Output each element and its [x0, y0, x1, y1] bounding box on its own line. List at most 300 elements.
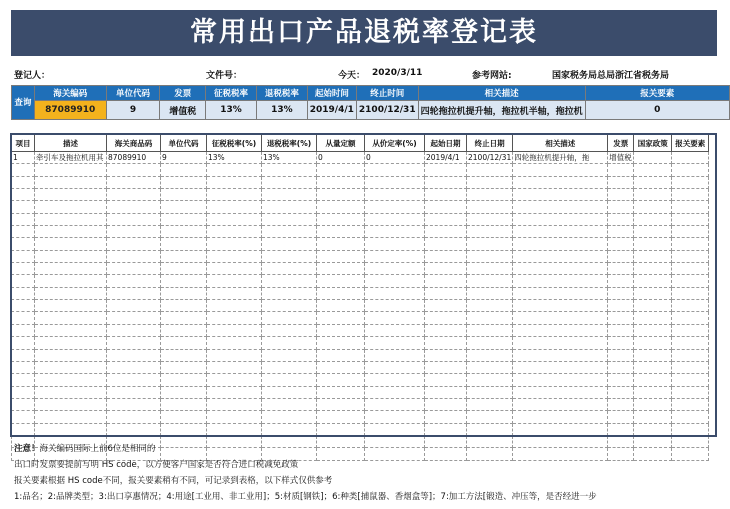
table-cell[interactable] [317, 423, 365, 435]
table-cell[interactable] [425, 213, 467, 225]
table-cell[interactable] [35, 287, 107, 299]
table-cell[interactable] [262, 312, 317, 324]
table-cell[interactable] [672, 374, 709, 386]
table-cell[interactable] [12, 349, 35, 361]
table-cell[interactable] [35, 275, 107, 287]
table-cell[interactable] [608, 398, 634, 410]
table-cell[interactable] [672, 398, 709, 410]
table-cell[interactable] [365, 275, 425, 287]
table-cell[interactable] [207, 238, 262, 250]
table-cell[interactable] [107, 300, 161, 312]
table-cell[interactable] [262, 238, 317, 250]
table-cell[interactable] [425, 176, 467, 188]
table-cell[interactable] [12, 189, 35, 201]
table-cell[interactable] [262, 250, 317, 262]
table-cell[interactable] [467, 226, 513, 238]
table-cell[interactable] [207, 176, 262, 188]
table-cell[interactable] [107, 189, 161, 201]
table-cell[interactable] [12, 287, 35, 299]
table-cell[interactable] [262, 423, 317, 435]
table-cell[interactable] [207, 337, 262, 349]
table-cell[interactable] [634, 250, 672, 262]
table-cell[interactable] [608, 238, 634, 250]
table-cell[interactable] [161, 386, 207, 398]
table-cell[interactable] [513, 361, 608, 373]
table-cell[interactable] [12, 201, 35, 213]
table-cell[interactable] [317, 250, 365, 262]
table-cell[interactable] [608, 176, 634, 188]
table-cell[interactable] [513, 287, 608, 299]
table-cell[interactable] [425, 337, 467, 349]
table-cell[interactable] [12, 238, 35, 250]
table-cell[interactable] [35, 349, 107, 361]
table-cell[interactable] [425, 374, 467, 386]
table-cell[interactable] [262, 411, 317, 423]
table-cell[interactable] [425, 312, 467, 324]
table-cell[interactable] [608, 300, 634, 312]
table-cell[interactable] [467, 164, 513, 176]
table-cell[interactable] [35, 213, 107, 225]
table-cell[interactable] [12, 423, 35, 435]
table-cell[interactable] [425, 349, 467, 361]
table-cell[interactable] [207, 398, 262, 410]
table-cell[interactable] [513, 374, 608, 386]
table-cell[interactable] [107, 226, 161, 238]
table-cell[interactable] [35, 250, 107, 262]
table-cell[interactable] [634, 287, 672, 299]
table-cell[interactable] [467, 361, 513, 373]
table-cell[interactable] [467, 398, 513, 410]
table-cell[interactable] [35, 226, 107, 238]
table-cell[interactable] [107, 250, 161, 262]
table-cell[interactable] [425, 411, 467, 423]
table-cell[interactable] [425, 238, 467, 250]
table-cell[interactable] [608, 337, 634, 349]
table-cell[interactable]: 牵引车及拖拉机用其 [35, 152, 107, 164]
table-cell[interactable] [608, 361, 634, 373]
table-cell[interactable] [317, 287, 365, 299]
table-cell[interactable] [365, 300, 425, 312]
table-cell[interactable] [634, 275, 672, 287]
table-cell[interactable] [608, 374, 634, 386]
table-cell[interactable] [35, 324, 107, 336]
table-cell[interactable] [467, 263, 513, 275]
table-cell[interactable] [35, 423, 107, 435]
table-cell[interactable] [35, 411, 107, 423]
table-cell[interactable] [35, 398, 107, 410]
table-cell[interactable] [161, 398, 207, 410]
table-cell[interactable] [262, 213, 317, 225]
table-cell[interactable] [425, 263, 467, 275]
table-cell[interactable] [672, 349, 709, 361]
table-cell[interactable] [608, 349, 634, 361]
table-cell[interactable] [634, 189, 672, 201]
table-cell[interactable] [672, 312, 709, 324]
table-cell[interactable] [365, 189, 425, 201]
table-cell[interactable] [672, 361, 709, 373]
table-cell[interactable] [467, 238, 513, 250]
table-cell[interactable] [513, 213, 608, 225]
table-cell[interactable] [35, 189, 107, 201]
table-cell[interactable] [634, 263, 672, 275]
table-cell[interactable] [608, 263, 634, 275]
table-cell[interactable] [513, 250, 608, 262]
table-cell[interactable] [634, 238, 672, 250]
table-cell[interactable] [107, 312, 161, 324]
table-cell[interactable] [672, 152, 709, 164]
table-cell[interactable] [161, 324, 207, 336]
table-cell[interactable] [262, 287, 317, 299]
table-cell[interactable] [161, 250, 207, 262]
table-cell[interactable] [12, 226, 35, 238]
table-cell[interactable] [262, 300, 317, 312]
table-cell[interactable] [513, 164, 608, 176]
table-cell[interactable] [107, 361, 161, 373]
table-cell[interactable] [107, 398, 161, 410]
table-cell[interactable] [608, 287, 634, 299]
table-cell[interactable] [467, 411, 513, 423]
table-cell[interactable] [672, 324, 709, 336]
table-cell[interactable] [513, 176, 608, 188]
table-cell[interactable] [365, 386, 425, 398]
table-cell[interactable] [161, 275, 207, 287]
table-cell[interactable] [161, 201, 207, 213]
table-cell[interactable] [672, 226, 709, 238]
table-cell[interactable] [207, 263, 262, 275]
table-cell[interactable] [107, 263, 161, 275]
table-cell[interactable] [35, 337, 107, 349]
table-cell[interactable] [35, 374, 107, 386]
table-cell[interactable] [672, 238, 709, 250]
table-cell[interactable] [608, 250, 634, 262]
table-cell[interactable] [634, 201, 672, 213]
table-cell[interactable] [672, 189, 709, 201]
table-cell[interactable] [207, 324, 262, 336]
table-cell[interactable] [425, 300, 467, 312]
table-cell[interactable] [35, 238, 107, 250]
table-cell[interactable] [672, 176, 709, 188]
table-cell[interactable] [12, 398, 35, 410]
table-cell[interactable] [365, 201, 425, 213]
table-cell[interactable] [317, 386, 365, 398]
table-cell[interactable] [207, 361, 262, 373]
table-cell[interactable] [262, 349, 317, 361]
table-cell[interactable] [12, 324, 35, 336]
table-cell[interactable] [161, 411, 207, 423]
table-cell[interactable] [608, 312, 634, 324]
table-cell[interactable] [425, 201, 467, 213]
table-cell[interactable] [317, 238, 365, 250]
table-cell[interactable]: 87089910 [107, 152, 161, 164]
table-cell[interactable] [161, 312, 207, 324]
table-cell[interactable] [365, 312, 425, 324]
table-cell[interactable] [608, 201, 634, 213]
table-cell[interactable] [513, 423, 608, 435]
table-cell[interactable] [317, 411, 365, 423]
table-cell[interactable] [12, 263, 35, 275]
table-cell[interactable]: 1 [12, 152, 35, 164]
table-cell[interactable] [317, 164, 365, 176]
table-cell[interactable] [513, 300, 608, 312]
table-cell[interactable]: 增值税 [609, 153, 632, 163]
table-cell[interactable] [634, 312, 672, 324]
table-cell[interactable] [365, 287, 425, 299]
table-cell[interactable] [35, 201, 107, 213]
table-cell[interactable] [634, 448, 672, 460]
table-cell[interactable] [262, 189, 317, 201]
table-cell[interactable] [672, 201, 709, 213]
table-cell[interactable] [12, 176, 35, 188]
table-cell[interactable] [467, 374, 513, 386]
table-cell[interactable] [35, 386, 107, 398]
table-cell[interactable] [467, 287, 513, 299]
table-cell[interactable] [317, 337, 365, 349]
table-cell[interactable] [12, 213, 35, 225]
table-cell[interactable] [107, 213, 161, 225]
table-cell[interactable] [672, 386, 709, 398]
table-cell[interactable] [317, 201, 365, 213]
table-cell[interactable] [207, 423, 262, 435]
table-cell[interactable] [513, 238, 608, 250]
table-cell[interactable] [634, 226, 672, 238]
table-cell[interactable]: 0 [365, 152, 425, 164]
hs-code-input[interactable]: 87089910 [34, 101, 106, 120]
table-cell[interactable] [672, 435, 709, 447]
table-cell[interactable] [365, 176, 425, 188]
table-cell[interactable] [262, 374, 317, 386]
table-cell[interactable] [634, 374, 672, 386]
table-cell[interactable] [107, 275, 161, 287]
table-cell[interactable] [262, 398, 317, 410]
table-cell[interactable] [12, 337, 35, 349]
table-cell[interactable] [107, 201, 161, 213]
table-cell[interactable] [608, 448, 634, 460]
table-cell[interactable] [467, 337, 513, 349]
table-cell[interactable] [207, 250, 262, 262]
table-cell[interactable] [513, 189, 608, 201]
table-cell[interactable] [12, 275, 35, 287]
table-cell[interactable]: 四轮拖拉机提升轴，拖 [513, 152, 608, 164]
table-cell[interactable] [365, 361, 425, 373]
table-cell[interactable] [672, 164, 709, 176]
table-cell[interactable] [207, 189, 262, 201]
table-cell[interactable] [207, 312, 262, 324]
table-cell[interactable] [513, 337, 608, 349]
table-cell[interactable] [365, 398, 425, 410]
table-cell[interactable] [35, 361, 107, 373]
table-cell[interactable] [207, 349, 262, 361]
table-cell[interactable] [317, 374, 365, 386]
table-cell[interactable] [634, 349, 672, 361]
table-cell[interactable] [262, 263, 317, 275]
table-cell[interactable] [365, 374, 425, 386]
table-cell[interactable] [634, 164, 672, 176]
table-cell[interactable] [161, 361, 207, 373]
table-cell[interactable] [365, 411, 425, 423]
table-cell[interactable] [207, 374, 262, 386]
table-cell[interactable] [608, 226, 634, 238]
table-cell[interactable] [634, 423, 672, 435]
table-cell[interactable] [35, 164, 107, 176]
table-cell[interactable] [262, 176, 317, 188]
table-cell[interactable] [608, 213, 634, 225]
table-cell[interactable] [35, 176, 107, 188]
table-cell[interactable] [634, 324, 672, 336]
table-cell[interactable] [161, 213, 207, 225]
table-cell[interactable] [262, 324, 317, 336]
table-cell[interactable] [12, 411, 35, 423]
table-cell[interactable] [12, 250, 35, 262]
table-cell[interactable] [608, 411, 634, 423]
table-cell[interactable] [161, 164, 207, 176]
table-cell[interactable] [672, 287, 709, 299]
table-cell[interactable] [207, 201, 262, 213]
table-cell[interactable] [317, 300, 365, 312]
table-cell[interactable] [672, 250, 709, 262]
table-cell[interactable] [513, 349, 608, 361]
table-cell[interactable] [672, 300, 709, 312]
table-cell[interactable] [107, 386, 161, 398]
table-cell[interactable] [608, 386, 634, 398]
table-cell[interactable] [365, 337, 425, 349]
table-cell[interactable] [672, 213, 709, 225]
table-cell[interactable] [634, 361, 672, 373]
table-cell[interactable] [107, 164, 161, 176]
table-cell[interactable] [365, 423, 425, 435]
table-cell[interactable] [207, 411, 262, 423]
table-cell[interactable] [161, 263, 207, 275]
table-cell[interactable] [317, 398, 365, 410]
table-cell[interactable] [365, 324, 425, 336]
table-cell[interactable] [467, 349, 513, 361]
table-cell[interactable] [35, 312, 107, 324]
table-cell[interactable] [12, 312, 35, 324]
table-cell[interactable] [672, 448, 709, 460]
table-cell[interactable] [467, 300, 513, 312]
table-cell[interactable] [262, 164, 317, 176]
table-cell[interactable] [365, 263, 425, 275]
table-cell[interactable] [634, 398, 672, 410]
table-cell[interactable] [35, 300, 107, 312]
table-cell[interactable] [12, 164, 35, 176]
table-cell[interactable] [467, 324, 513, 336]
table-cell[interactable] [161, 300, 207, 312]
table-cell[interactable] [161, 287, 207, 299]
table-cell[interactable] [107, 324, 161, 336]
table-cell[interactable] [467, 423, 513, 435]
table-cell[interactable] [634, 152, 672, 164]
table-cell[interactable] [161, 176, 207, 188]
table-cell[interactable] [634, 300, 672, 312]
table-cell[interactable] [672, 275, 709, 287]
table-cell[interactable] [12, 300, 35, 312]
table-cell[interactable] [107, 374, 161, 386]
table-cell[interactable] [608, 423, 634, 435]
table-cell[interactable] [608, 189, 634, 201]
table-cell[interactable] [467, 386, 513, 398]
table-cell[interactable] [425, 324, 467, 336]
table-cell[interactable] [317, 324, 365, 336]
table-cell[interactable] [425, 287, 467, 299]
table-cell[interactable] [634, 386, 672, 398]
table-cell[interactable] [467, 250, 513, 262]
table-cell[interactable] [262, 201, 317, 213]
table-cell[interactable] [12, 361, 35, 373]
table-cell[interactable] [317, 275, 365, 287]
table-cell[interactable] [513, 386, 608, 398]
table-cell[interactable] [672, 411, 709, 423]
table-cell[interactable] [107, 337, 161, 349]
table-cell[interactable] [634, 213, 672, 225]
table-cell[interactable] [513, 263, 608, 275]
table-cell[interactable] [467, 176, 513, 188]
table-cell[interactable] [317, 213, 365, 225]
table-cell[interactable] [207, 300, 262, 312]
table-cell[interactable] [107, 349, 161, 361]
table-cell[interactable] [365, 213, 425, 225]
table-cell[interactable] [161, 226, 207, 238]
table-cell[interactable] [161, 349, 207, 361]
table-cell[interactable] [513, 312, 608, 324]
table-cell[interactable] [672, 337, 709, 349]
table-cell[interactable] [107, 176, 161, 188]
table-cell[interactable] [317, 361, 365, 373]
table-cell[interactable] [467, 189, 513, 201]
table-cell[interactable] [107, 238, 161, 250]
table-cell[interactable] [608, 324, 634, 336]
table-cell[interactable] [207, 287, 262, 299]
table-cell[interactable] [425, 423, 467, 435]
table-cell[interactable] [634, 411, 672, 423]
table-cell[interactable]: 9 [161, 152, 207, 164]
table-cell[interactable]: 2019/4/1 [425, 152, 467, 164]
table-cell[interactable] [467, 201, 513, 213]
table-cell[interactable] [634, 337, 672, 349]
table-cell[interactable] [107, 287, 161, 299]
table-cell[interactable] [317, 263, 365, 275]
table-cell[interactable] [107, 411, 161, 423]
table-cell[interactable] [207, 164, 262, 176]
table-cell[interactable] [207, 275, 262, 287]
table-cell[interactable] [608, 435, 634, 447]
table-cell[interactable] [513, 398, 608, 410]
table-cell[interactable] [513, 201, 608, 213]
table-cell[interactable] [262, 226, 317, 238]
table-cell[interactable] [317, 226, 365, 238]
table-cell[interactable] [608, 275, 634, 287]
table-cell[interactable] [365, 226, 425, 238]
table-cell[interactable] [262, 386, 317, 398]
table-cell[interactable]: 13% [207, 152, 262, 164]
table-cell[interactable] [425, 275, 467, 287]
table-cell[interactable] [35, 263, 107, 275]
table-cell[interactable] [513, 226, 608, 238]
table-cell[interactable] [161, 374, 207, 386]
table-cell[interactable] [365, 349, 425, 361]
table-cell[interactable] [12, 374, 35, 386]
table-cell[interactable] [425, 226, 467, 238]
table-cell[interactable] [672, 423, 709, 435]
table-cell[interactable]: 13% [262, 152, 317, 164]
table-cell[interactable] [365, 250, 425, 262]
table-cell[interactable] [425, 386, 467, 398]
table-cell[interactable] [608, 164, 634, 176]
table-cell[interactable] [161, 337, 207, 349]
table-cell[interactable] [262, 337, 317, 349]
table-cell[interactable] [467, 213, 513, 225]
table-cell[interactable] [467, 275, 513, 287]
table-cell[interactable] [12, 386, 35, 398]
